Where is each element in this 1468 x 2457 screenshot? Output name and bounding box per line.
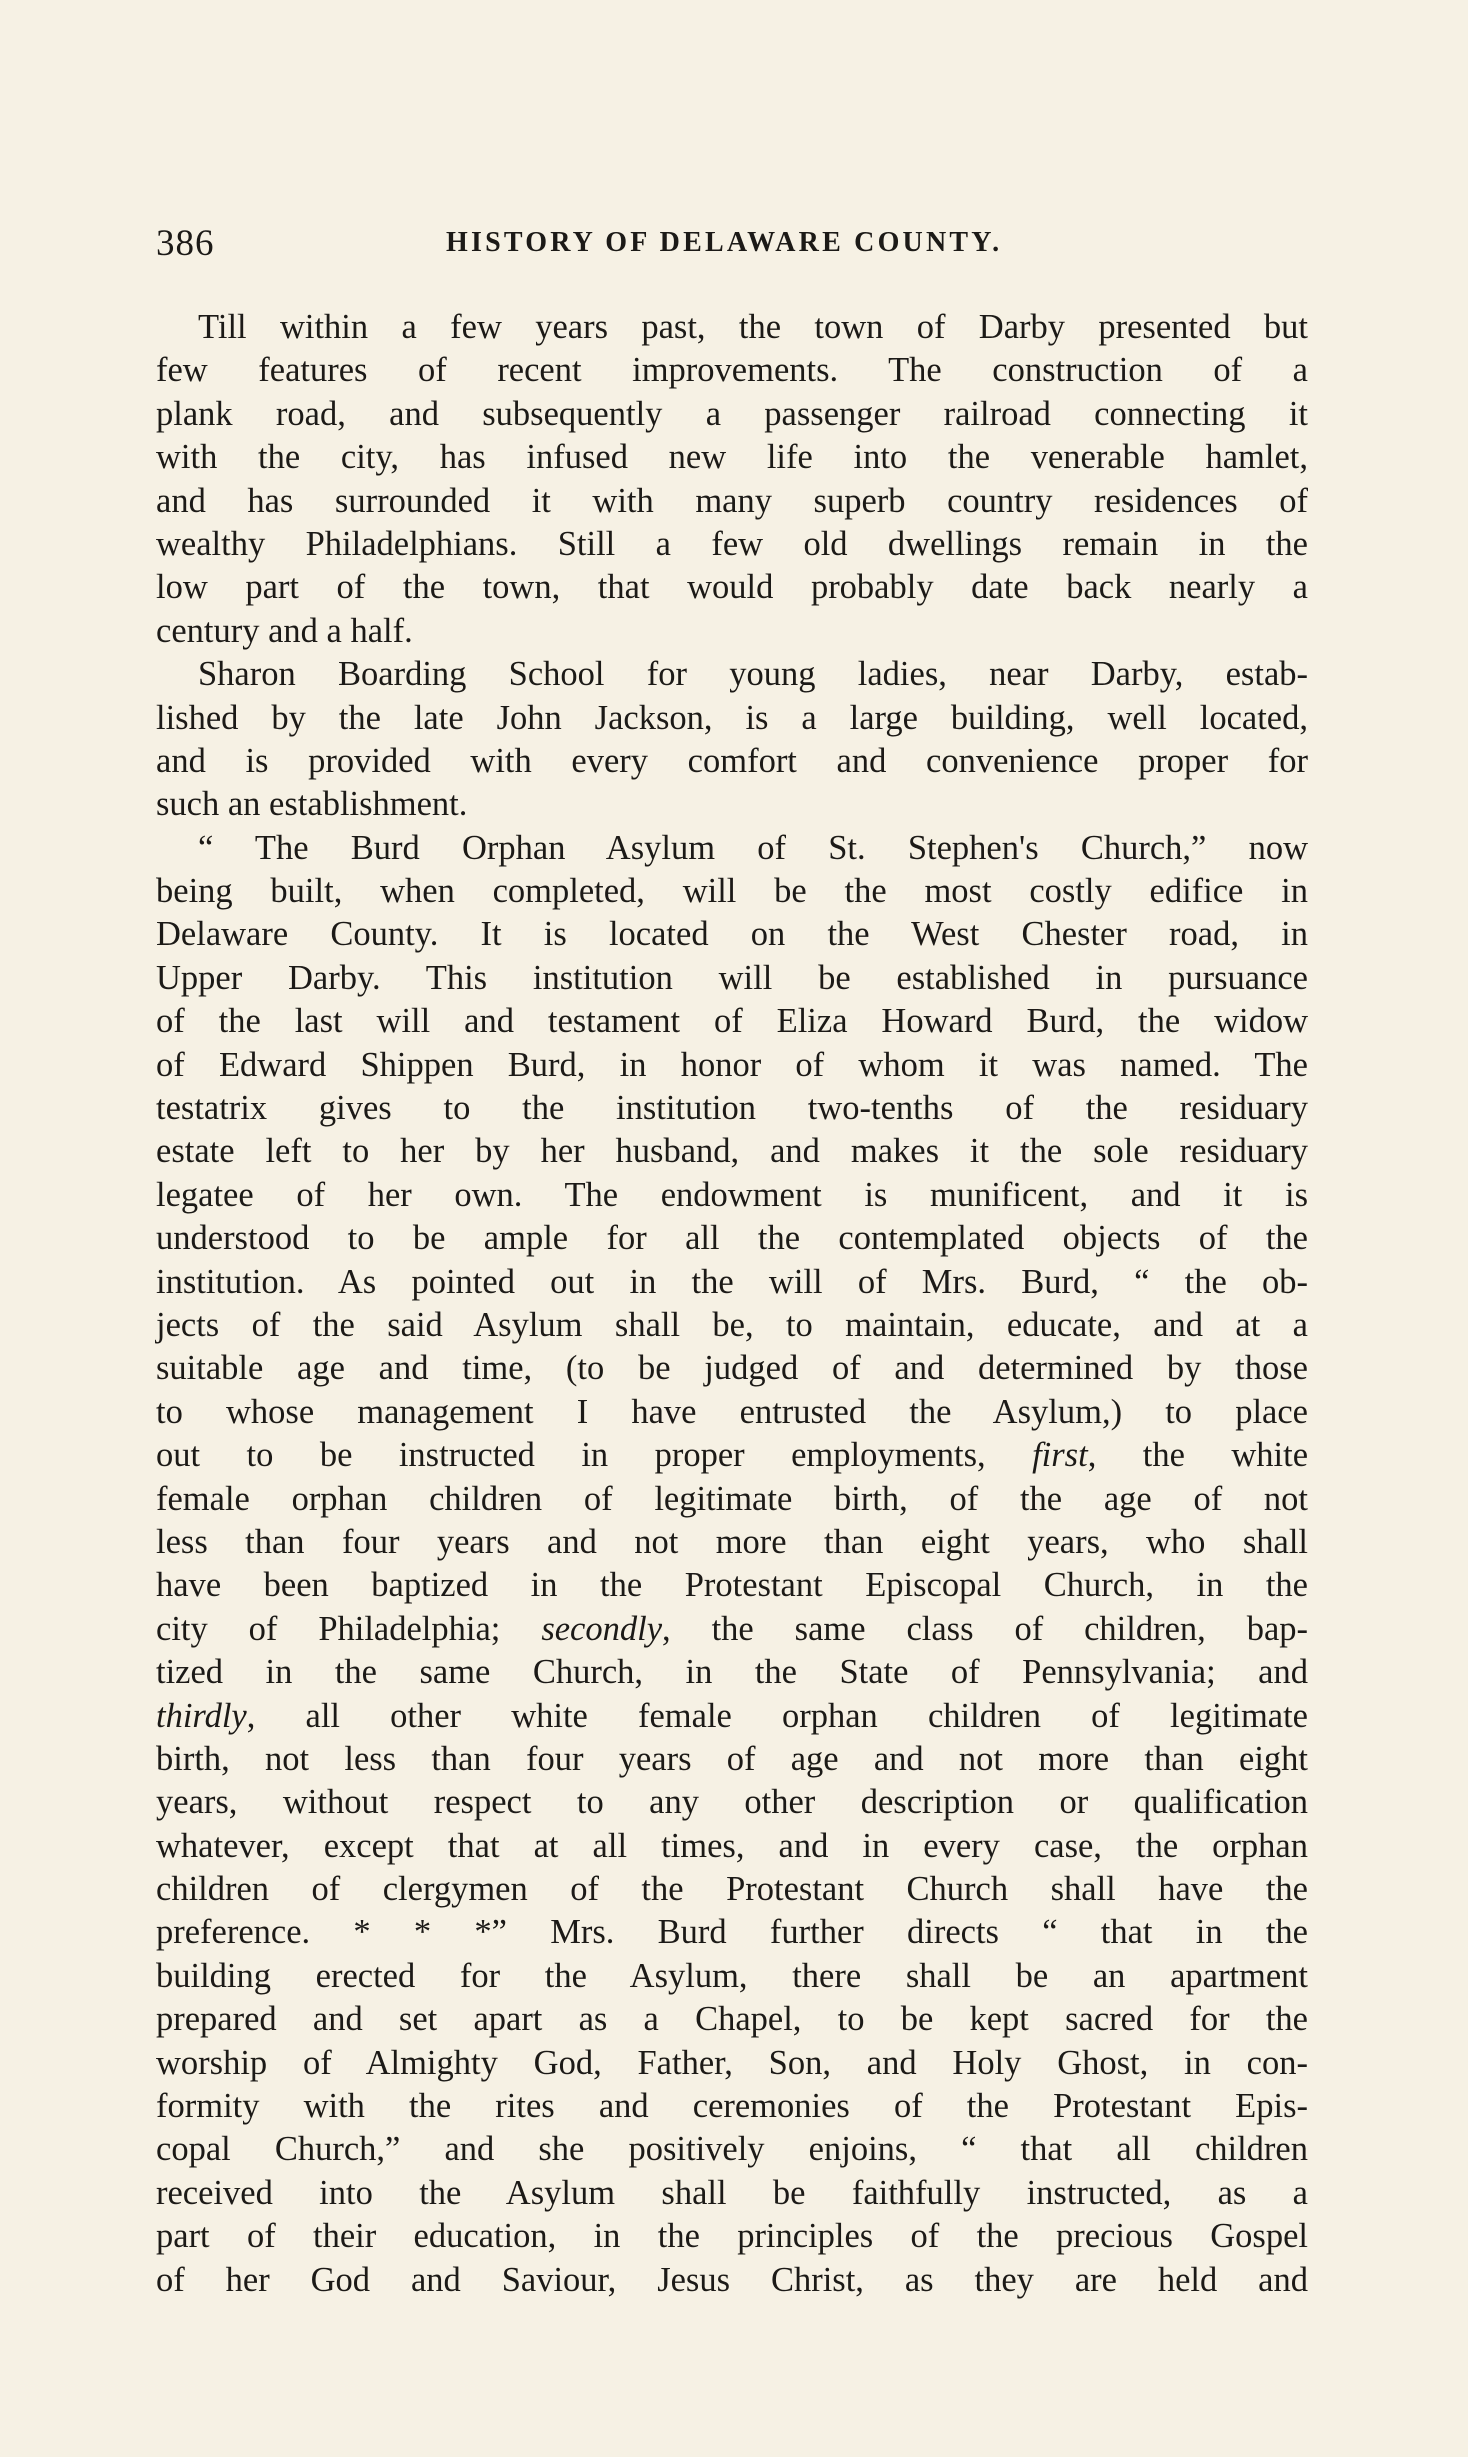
text-line: suitable age and time, (to be judged of and determined by those bbox=[156, 1349, 1308, 1388]
text-line bbox=[156, 1695, 1308, 1738]
body-text bbox=[156, 306, 1308, 2302]
page-header bbox=[156, 222, 1308, 274]
text-segment: , all other white female orphan children of legitimate bbox=[246, 1696, 1308, 1735]
text-line: received into the Asylum shall be faithfully instructed, as a bbox=[156, 2173, 1308, 2212]
text-line: building erected for the Asylum, there shall be an apartment bbox=[156, 1956, 1308, 1995]
text-line: plank road, and subsequently a passenger railroad connecting it bbox=[156, 394, 1308, 433]
text-line: century and a half. bbox=[156, 611, 413, 650]
text-line: part of their education, in the principles of the precious Gospel bbox=[156, 2217, 1308, 2256]
text-line: tized in the same Church, in the State of Pennsylvania; and bbox=[156, 1653, 1308, 1692]
text-segment: city of Philadelphia; bbox=[156, 1609, 501, 1648]
text-line: prepared and set apart as a Chapel, to be kept sacred for the bbox=[156, 2000, 1308, 2039]
text-line: Upper Darby. This institution will be established in pursuance bbox=[156, 958, 1308, 997]
text-line: of the last will and testament of Eliza Howard Burd, the widow bbox=[156, 1002, 1308, 1041]
running-head: HISTORY OF DELAWARE COUNTY. bbox=[446, 227, 1003, 258]
text-line: legatee of her own. The endowment is munificent, and it is bbox=[156, 1175, 1308, 1214]
text-line bbox=[156, 1608, 1308, 1651]
text-line: wealthy Philadelphians. Still a few old dwellings remain in the bbox=[156, 524, 1308, 563]
text-line: female orphan children of legitimate birth, of the age of not bbox=[156, 1479, 1308, 1518]
text-line: institution. As pointed out in the will of Mrs. Burd, “ the ob- bbox=[156, 1262, 1308, 1301]
text-segment: , the same class of children, bap- bbox=[662, 1609, 1308, 1648]
text-line: understood to be ample for all the contemplated objects of the bbox=[156, 1219, 1308, 1258]
text-line: years, without respect to any other description or qualification bbox=[156, 1783, 1308, 1822]
text-line: lished by the late John Jackson, is a large building, well located, bbox=[156, 698, 1308, 737]
text-line bbox=[156, 1434, 1308, 1477]
text-line: low part of the town, that would probably date back nearly a bbox=[156, 568, 1308, 607]
text-line: such an establishment. bbox=[156, 785, 468, 824]
italic-word: first bbox=[1032, 1436, 1088, 1475]
text-line: whatever, except that at all times, and in every case, the orphan bbox=[156, 1826, 1308, 1865]
text-line: copal Church,” and she positively enjoins, “ that all children bbox=[156, 2130, 1308, 2169]
italic-word: thirdly bbox=[156, 1696, 247, 1735]
text-line: have been baptized in the Protestant Episcopal Church, in the bbox=[156, 1566, 1308, 1605]
text-line: Sharon Boarding School for young ladies, near Darby, estab- bbox=[198, 655, 1308, 694]
text-line: children of clergymen of the Protestant Church shall have the bbox=[156, 1870, 1308, 1909]
text-segment: , the white bbox=[1087, 1436, 1309, 1475]
text-segment: out to be instructed in proper employments, bbox=[156, 1436, 986, 1475]
page-number: 386 bbox=[156, 223, 215, 264]
italic-word: secondly bbox=[541, 1609, 663, 1648]
text-line: less than four years and not more than eight years, who shall bbox=[156, 1522, 1308, 1561]
text-line: Delaware County. It is located on the West Chester road, in bbox=[156, 915, 1308, 954]
text-line: of her God and Saviour, Jesus Christ, as they are held and bbox=[156, 2260, 1308, 2299]
text-line: estate left to her by her husband, and makes it the sole residuary bbox=[156, 1132, 1308, 1171]
text-line: formity with the rites and ceremonies of the Protestant Epis- bbox=[156, 2087, 1308, 2126]
text-line: birth, not less than four years of age and not more than eight bbox=[156, 1739, 1308, 1778]
text-line: preference. * * *” Mrs. Burd further directs “ that in the bbox=[156, 1913, 1308, 1952]
text-line: to whose management I have entrusted the Asylum,) to place bbox=[156, 1392, 1308, 1431]
text-line: and has surrounded it with many superb country residences of bbox=[156, 481, 1308, 520]
text-line: “ The Burd Orphan Asylum of St. Stephen's Church,” now bbox=[198, 828, 1308, 867]
text-line: Till within a few years past, the town of Darby presented but bbox=[198, 308, 1308, 346]
text-line: jects of the said Asylum shall be, to maintain, educate, and at a bbox=[156, 1305, 1308, 1344]
text-line: with the city, has infused new life into the venerable hamlet, bbox=[156, 438, 1308, 477]
text-line: few features of recent improvements. The construction of a bbox=[156, 351, 1308, 390]
text-line: being built, when completed, will be the most costly edifice in bbox=[156, 872, 1308, 911]
text-line: of Edward Shippen Burd, in honor of whom it was named. The bbox=[156, 1045, 1308, 1084]
text-line: worship of Almighty God, Father, Son, and Holy Ghost, in con- bbox=[156, 2043, 1308, 2082]
text-line: and is provided with every comfort and convenience proper for bbox=[156, 741, 1308, 780]
text-line: testatrix gives to the institution two-tenths of the residuary bbox=[156, 1089, 1308, 1128]
